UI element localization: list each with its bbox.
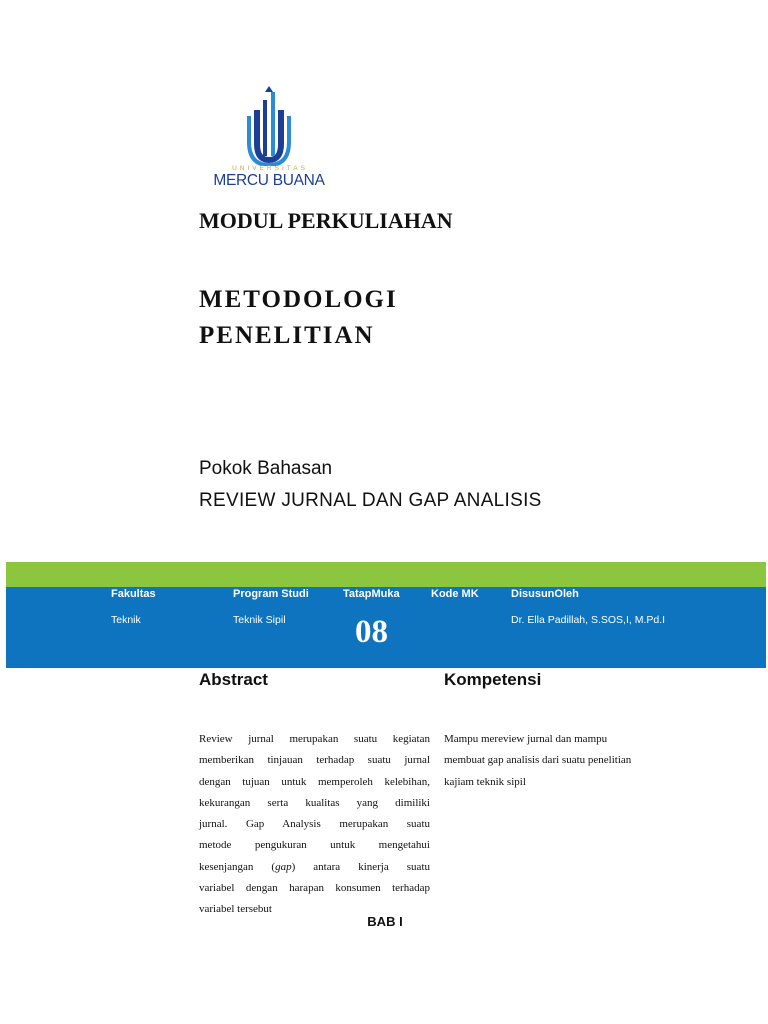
course-title-line-2: PENELITIAN [199,322,375,349]
program-header: Program Studi [233,588,309,600]
abstract-text-run: ) antara kinerja suatu [291,860,430,873]
competence-line: Mampu mereview jurnal dan mampu [444,733,608,745]
faculty-header: Fakultas [111,588,156,600]
abstract-line: metode pengukuran untuk mengetahui [199,839,430,852]
author-value: Dr. Ella Padillah, S.SOS,I, M.Pd.I [511,614,666,626]
competence-paragraph [444,729,676,793]
abstract-line: Review jurnal merupakan suatu kegiatan [199,733,430,745]
meeting-header: TatapMuka [343,588,400,600]
faculty-value: Teknik [111,614,141,626]
abstract-line: jurnal. Gap Analysis merupakan suatu [199,818,430,831]
abstract-line: kekurangan serta kualitas yang dimiliki [199,796,430,809]
logo-university-name: MERCU BUANA [213,172,325,189]
topic-value: REVIEW JURNAL DAN GAP ANALISIS [199,490,542,511]
competence-line: kajiam teknik sipil [444,775,526,788]
abstract-italic-term: gap [275,860,292,873]
abstract-line: variabel tersebut [199,903,272,916]
banner-green-stripe [6,562,766,587]
abstract-line-with-italic [199,857,430,878]
meeting-number: 08 [355,614,388,650]
program-value: Teknik Sipil [233,614,286,626]
module-type-title: MODUL PERKULIAHAN [199,208,453,233]
abstract-line: variabel dengan harapan konsumen terhadap [199,882,430,895]
abstract-line: memberikan tinjauan terhadap suatu jurnal [199,754,430,767]
university-logo [199,86,339,194]
course-title [199,282,398,354]
course-title-line-1: METODOLOGI [199,286,398,313]
topic-label: Pokok Bahasan [199,458,333,479]
author-header: DisusunOleh [511,588,579,600]
competence-line: membuat gap analisis dari suatu penelitian [444,754,632,767]
course-code-header: Kode MK [431,588,479,600]
competence-heading: Kompetensi [444,670,542,689]
abstract-text-run: kesenjangan ( [199,860,276,873]
logo-university-line: UNIVERSITAS [232,165,308,172]
logo-emblem-icon [199,86,339,166]
chapter-label: BAB I [367,914,403,929]
abstract-line: dengan tujuan untuk memperoleh kelebihan, [199,775,430,788]
abstract-paragraph [199,729,430,921]
abstract-heading: Abstract [199,670,268,689]
